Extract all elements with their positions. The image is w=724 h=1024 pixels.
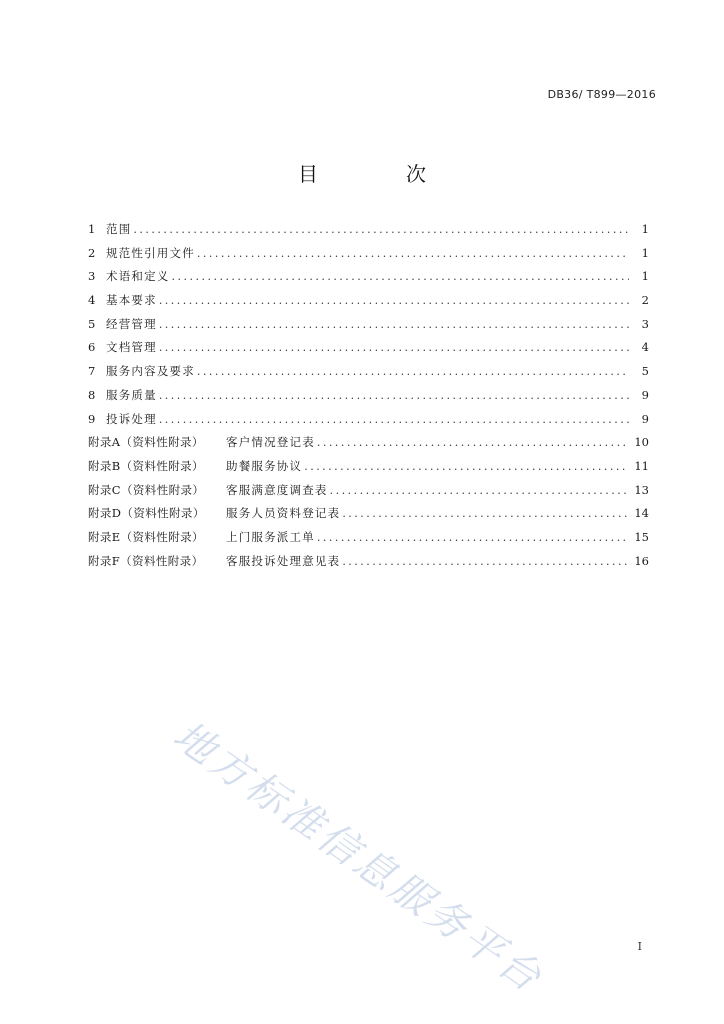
appendix-page: 11 [634,458,649,473]
toc-entry-page: 9 [641,411,649,426]
appendix-label: 附录B（资料性附录） [88,458,204,473]
appendix-page: 14 [634,506,649,521]
toc-entry-title: 术语和定义 [106,269,170,284]
appendix-label: 附录E（资料性附录） [88,529,204,544]
appendix-title: 客服投诉处理意见表 [226,553,341,568]
toc-entry-page: 5 [641,364,649,379]
toc-entry-title: 经营管理 [106,316,157,331]
toc-entry-page: 2 [641,293,649,308]
dot-leader [342,502,628,526]
appendix-title: 服务人员资料登记表 [226,506,341,521]
toc-entry[interactable] [88,289,649,313]
toc-entry-number: 4 [88,293,96,308]
toc-entry-title: 文档管理 [106,340,157,355]
toc-appendix-entry[interactable] [88,550,649,574]
toc-entry-title: 服务质量 [106,387,157,402]
dot-leader [133,218,629,242]
toc-entry-number: 9 [88,411,96,426]
toc-appendix-entry[interactable] [88,526,649,550]
appendix-label: 附录A（资料性附录） [88,435,204,450]
toc-entry-number: 7 [88,364,96,379]
dot-leader [172,265,630,289]
toc-entry-page: 4 [641,340,649,355]
table-of-contents [88,218,649,573]
watermark: 地方标准信息服务平台 [164,712,552,1003]
toc-entry[interactable] [88,218,649,242]
dot-leader [159,336,629,360]
appendix-page: 15 [634,529,649,544]
toc-entry-number: 6 [88,340,96,355]
toc-entry-page: 3 [641,316,649,331]
page-number: I [637,940,642,953]
toc-appendix-entry[interactable] [88,479,649,503]
dot-leader [317,526,628,550]
toc-entry[interactable] [88,313,649,337]
toc-entry[interactable] [88,408,649,432]
appendix-title: 客户情况登记表 [226,435,315,450]
dot-leader [159,408,629,432]
dot-leader [304,455,628,479]
toc-appendix-entry[interactable] [88,502,649,526]
toc-entry-number: 2 [88,245,96,260]
toc-entry-title: 范围 [106,222,132,236]
toc-entry[interactable] [88,360,649,384]
dot-leader [342,550,628,574]
toc-entry-number: 8 [88,387,96,402]
appendix-label: 附录F（资料性附录） [88,553,204,568]
toc-entry[interactable] [88,384,649,408]
toc-entry-number: 1 [88,222,96,236]
toc-entry-title: 基本要求 [106,293,157,308]
toc-entry[interactable] [88,265,649,289]
toc-entry[interactable] [88,336,649,360]
toc-appendix-entry[interactable] [88,431,649,455]
toc-entry-title: 投诉处理 [106,411,157,426]
appendix-label: 附录D（资料性附录） [88,506,205,521]
appendix-page: 16 [634,553,649,568]
dot-leader [159,384,629,408]
toc-entry-page: 1 [641,245,649,260]
appendix-label: 附录C（资料性附录） [88,482,205,497]
dot-leader [197,242,629,266]
appendix-page: 10 [634,435,649,450]
appendix-title: 上门服务派工单 [226,529,315,544]
appendix-title: 助餐服务协议 [226,458,303,473]
standard-code: DB36/ T899—2016 [547,88,656,101]
dot-leader [330,479,629,503]
dot-leader [197,360,629,384]
toc-entry-number: 5 [88,316,96,331]
toc-appendix-entry[interactable] [88,455,649,479]
toc-entry-title: 规范性引用文件 [106,245,195,260]
appendix-title: 客服满意度调查表 [226,482,328,497]
toc-entry-number: 3 [88,269,96,284]
toc-entry-page: 1 [641,269,649,284]
toc-title: 目 次 [298,162,460,186]
toc-entry-title: 服务内容及要求 [106,364,195,379]
dot-leader [317,431,628,455]
toc-entry-page: 1 [641,222,649,236]
toc-entry[interactable] [88,242,649,266]
dot-leader [159,313,629,337]
appendix-page: 13 [634,482,649,497]
toc-entry-page: 9 [641,387,649,402]
dot-leader [159,289,629,313]
